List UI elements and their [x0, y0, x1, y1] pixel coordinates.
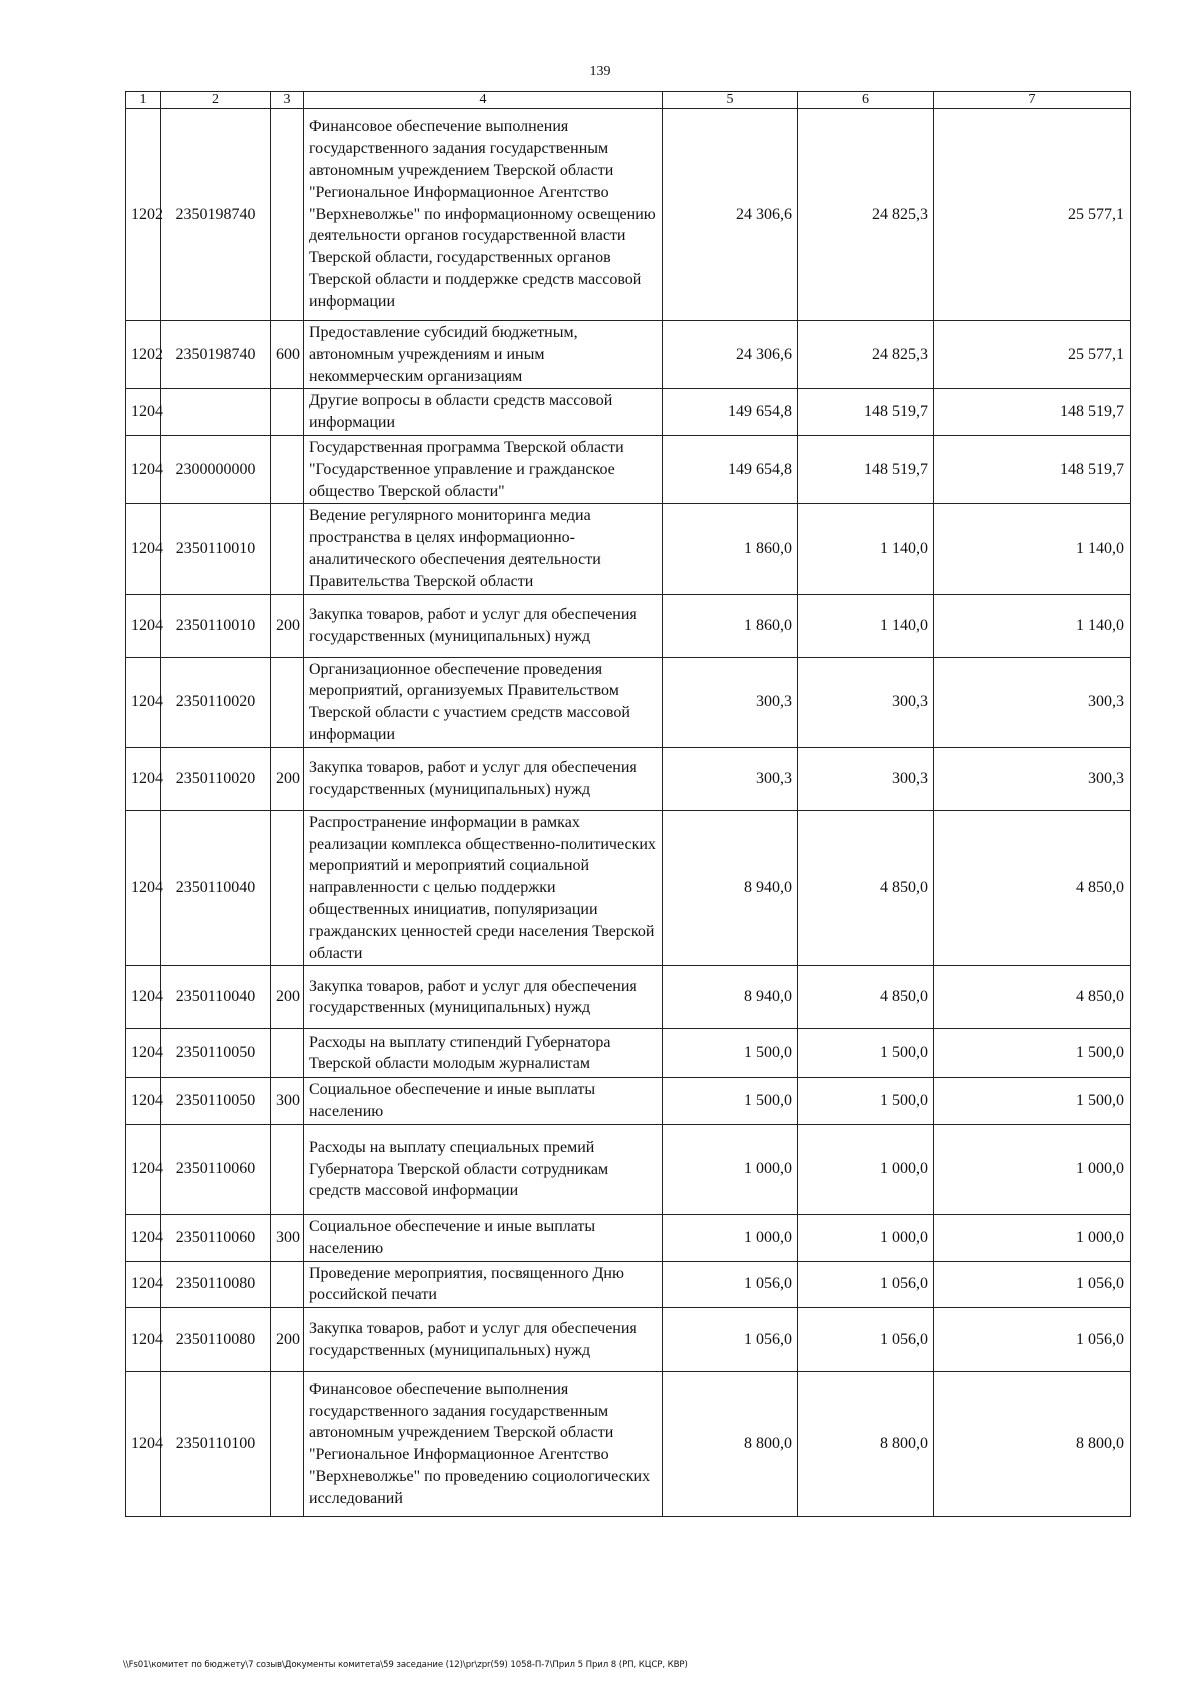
table-row: [126, 1029, 1131, 1078]
cell-ksr: 2350110020: [161, 657, 271, 747]
col-header-year3: 7: [934, 92, 1131, 109]
cell-kvr: [271, 1261, 304, 1308]
cell-year3: 148 519,7: [934, 435, 1131, 503]
cell-name: Социальное обеспечение и иные выплаты населению: [304, 1214, 663, 1261]
cell-year2: 148 519,7: [798, 435, 934, 503]
cell-year3: 1 000,0: [934, 1214, 1131, 1261]
cell-rp: 1204: [126, 1124, 161, 1214]
cell-name: Ведение регулярного мониторинга медиа пространства в целях информационно-аналитического обеспечения деятельности Правительства Тверской области: [304, 504, 663, 594]
cell-name: Расходы на выплату специальных премий Губернатора Тверской области сотрудникам средств массовой информации: [304, 1124, 663, 1214]
cell-rp: 1202: [126, 109, 161, 321]
table-row: [126, 1124, 1131, 1214]
cell-name: Закупка товаров, работ и услуг для обеспечения государственных (муниципальных) нужд: [304, 1308, 663, 1372]
cell-rp: 1204: [126, 1214, 161, 1261]
cell-year2: 1 000,0: [798, 1214, 934, 1261]
cell-year1: 1 056,0: [663, 1261, 798, 1308]
header-row: [126, 92, 1131, 109]
cell-year1: 1 000,0: [663, 1214, 798, 1261]
cell-rp: 1204: [126, 657, 161, 747]
cell-year2: 4 850,0: [798, 966, 934, 1029]
cell-ksr: 2350110050: [161, 1078, 271, 1125]
cell-rp: 1204: [126, 504, 161, 594]
cell-year3: 1 056,0: [934, 1308, 1131, 1372]
cell-ksr: 2350198740: [161, 109, 271, 321]
cell-name: Проведение мероприятия, посвященного Дню российской печати: [304, 1261, 663, 1308]
table-row: [126, 389, 1131, 436]
cell-year3: 1 500,0: [934, 1029, 1131, 1078]
cell-ksr: 2350110040: [161, 966, 271, 1029]
budget-table: [125, 91, 1131, 1517]
cell-year2: 1 056,0: [798, 1261, 934, 1308]
cell-year2: 148 519,7: [798, 389, 934, 436]
cell-rp: 1204: [126, 1029, 161, 1078]
table-row: [126, 966, 1131, 1029]
cell-rp: 1204: [126, 389, 161, 436]
cell-rp: 1204: [126, 747, 161, 810]
col-header-year1: 5: [663, 92, 798, 109]
cell-year3: 8 800,0: [934, 1372, 1131, 1517]
cell-ksr: 2350110080: [161, 1261, 271, 1308]
table-row: [126, 504, 1131, 594]
table-row: [126, 321, 1131, 389]
cell-year1: 8 940,0: [663, 966, 798, 1029]
cell-name: Распространение информации в рамках реализации комплекса общественно-политических мероприятий и мероприятий социальной направленности с целью поддержки общественных инициатив, популяризации гражданских ценностей среди населения Тверской области: [304, 810, 663, 966]
cell-name: Другие вопросы в области средств массовой информации: [304, 389, 663, 436]
table-row: [126, 1078, 1131, 1125]
cell-year3: 25 577,1: [934, 109, 1131, 321]
cell-year1: 300,3: [663, 657, 798, 747]
cell-year2: 24 825,3: [798, 109, 934, 321]
cell-ksr: [161, 389, 271, 436]
cell-year2: 4 850,0: [798, 810, 934, 966]
cell-kvr: [271, 1029, 304, 1078]
cell-name: Закупка товаров, работ и услуг для обеспечения государственных (муниципальных) нужд: [304, 966, 663, 1029]
cell-kvr: [271, 109, 304, 321]
cell-rp: 1204: [126, 1308, 161, 1372]
cell-year2: 8 800,0: [798, 1372, 934, 1517]
cell-year3: 4 850,0: [934, 810, 1131, 966]
cell-kvr: [271, 657, 304, 747]
cell-year2: 1 500,0: [798, 1078, 934, 1125]
cell-year3: 4 850,0: [934, 966, 1131, 1029]
cell-year3: 300,3: [934, 747, 1131, 810]
cell-kvr: 300: [271, 1214, 304, 1261]
table-row: [126, 1261, 1131, 1308]
cell-ksr: 2350110040: [161, 810, 271, 966]
cell-name: Закупка товаров, работ и услуг для обеспечения государственных (муниципальных) нужд: [304, 594, 663, 657]
cell-kvr: 200: [271, 1308, 304, 1372]
cell-year2: 300,3: [798, 657, 934, 747]
cell-year1: 24 306,6: [663, 321, 798, 389]
cell-name: Социальное обеспечение и иные выплаты населению: [304, 1078, 663, 1125]
cell-rp: 1204: [126, 1372, 161, 1517]
cell-year1: 149 654,8: [663, 389, 798, 436]
cell-ksr: 2350110020: [161, 747, 271, 810]
cell-kvr: 200: [271, 594, 304, 657]
col-header-ksr: 2: [161, 92, 271, 109]
cell-year2: 24 825,3: [798, 321, 934, 389]
cell-year1: 1 056,0: [663, 1308, 798, 1372]
table-row: [126, 657, 1131, 747]
cell-name: Предоставление субсидий бюджетным, автономным учреждениям и иным некоммерческим организациям: [304, 321, 663, 389]
table-row: [126, 747, 1131, 810]
col-header-rp: 1: [126, 92, 161, 109]
cell-ksr: 2350110100: [161, 1372, 271, 1517]
cell-rp: 1204: [126, 435, 161, 503]
cell-year1: 8 940,0: [663, 810, 798, 966]
cell-kvr: 600: [271, 321, 304, 389]
cell-year3: 25 577,1: [934, 321, 1131, 389]
table-row: [126, 594, 1131, 657]
table-row: [126, 1308, 1131, 1372]
cell-year2: 1 140,0: [798, 594, 934, 657]
cell-year1: 1 860,0: [663, 504, 798, 594]
cell-year3: 1 056,0: [934, 1261, 1131, 1308]
cell-year1: 24 306,6: [663, 109, 798, 321]
cell-year1: 149 654,8: [663, 435, 798, 503]
cell-kvr: 300: [271, 1078, 304, 1125]
cell-year2: 1 000,0: [798, 1124, 934, 1214]
file-path-footer: \\Fs01\комитет по бюджету\7 созыв\Документы комитета\59 заседание (12)\pr\zpr(59) 1058-П-7\Прил 5 Прил 8 (РП, КЦСР, КВР): [123, 1660, 688, 1670]
cell-ksr: 2350110060: [161, 1124, 271, 1214]
col-header-year2: 6: [798, 92, 934, 109]
cell-year1: 1 860,0: [663, 594, 798, 657]
cell-year3: 1 500,0: [934, 1078, 1131, 1125]
cell-year1: 1 500,0: [663, 1029, 798, 1078]
cell-kvr: [271, 389, 304, 436]
table-row: [126, 1372, 1131, 1517]
col-header-name: 4: [304, 92, 663, 109]
cell-year3: 300,3: [934, 657, 1131, 747]
cell-rp: 1204: [126, 594, 161, 657]
cell-kvr: 200: [271, 966, 304, 1029]
cell-year3: 1 140,0: [934, 594, 1131, 657]
cell-name: Закупка товаров, работ и услуг для обеспечения государственных (муниципальных) нужд: [304, 747, 663, 810]
cell-rp: 1204: [126, 966, 161, 1029]
cell-name: Расходы на выплату стипендий Губернатора Тверской области молодым журналистам: [304, 1029, 663, 1078]
cell-name: Государственная программа Тверской области "Государственное управление и гражданское общество Тверской области": [304, 435, 663, 503]
cell-year1: 1 500,0: [663, 1078, 798, 1125]
cell-name: Финансовое обеспечение выполнения государственного задания государственным автономным учреждением Тверской области "Региональное Информационное Агентство "Верхневолжье" по информационному освещению деятельности органов государственной власти Тверской области, государственных органов Тверской области и поддержке средств массовой информации: [304, 109, 663, 321]
table-row: [126, 1214, 1131, 1261]
table-row: [126, 810, 1131, 966]
cell-year2: 300,3: [798, 747, 934, 810]
col-header-kvr: 3: [271, 92, 304, 109]
table-row: [126, 109, 1131, 321]
cell-kvr: [271, 435, 304, 503]
cell-ksr: 2350110060: [161, 1214, 271, 1261]
cell-year2: 1 056,0: [798, 1308, 934, 1372]
cell-kvr: [271, 504, 304, 594]
page-number: 139: [589, 64, 611, 79]
cell-rp: 1202: [126, 321, 161, 389]
cell-name: Организационное обеспечение проведения мероприятий, организуемых Правительством Тверской области с участием средств массовой информации: [304, 657, 663, 747]
cell-kvr: [271, 1372, 304, 1517]
cell-year1: 8 800,0: [663, 1372, 798, 1517]
cell-year2: 1 140,0: [798, 504, 934, 594]
cell-ksr: 2350110010: [161, 504, 271, 594]
cell-year3: 1 140,0: [934, 504, 1131, 594]
cell-kvr: [271, 1124, 304, 1214]
cell-ksr: 2300000000: [161, 435, 271, 503]
cell-ksr: 2350198740: [161, 321, 271, 389]
cell-ksr: 2350110050: [161, 1029, 271, 1078]
cell-kvr: [271, 810, 304, 966]
cell-ksr: 2350110010: [161, 594, 271, 657]
cell-year3: 148 519,7: [934, 389, 1131, 436]
cell-year1: 1 000,0: [663, 1124, 798, 1214]
cell-rp: 1204: [126, 1078, 161, 1125]
cell-rp: 1204: [126, 810, 161, 966]
cell-name: Финансовое обеспечение выполнения государственного задания государственным автономным учреждением Тверской области "Региональное Информационное Агентство "Верхневолжье" по проведению социологических исследований: [304, 1372, 663, 1517]
cell-ksr: 2350110080: [161, 1308, 271, 1372]
table-row: [126, 435, 1131, 503]
cell-rp: 1204: [126, 1261, 161, 1308]
cell-year2: 1 500,0: [798, 1029, 934, 1078]
cell-year3: 1 000,0: [934, 1124, 1131, 1214]
cell-year1: 300,3: [663, 747, 798, 810]
cell-kvr: 200: [271, 747, 304, 810]
